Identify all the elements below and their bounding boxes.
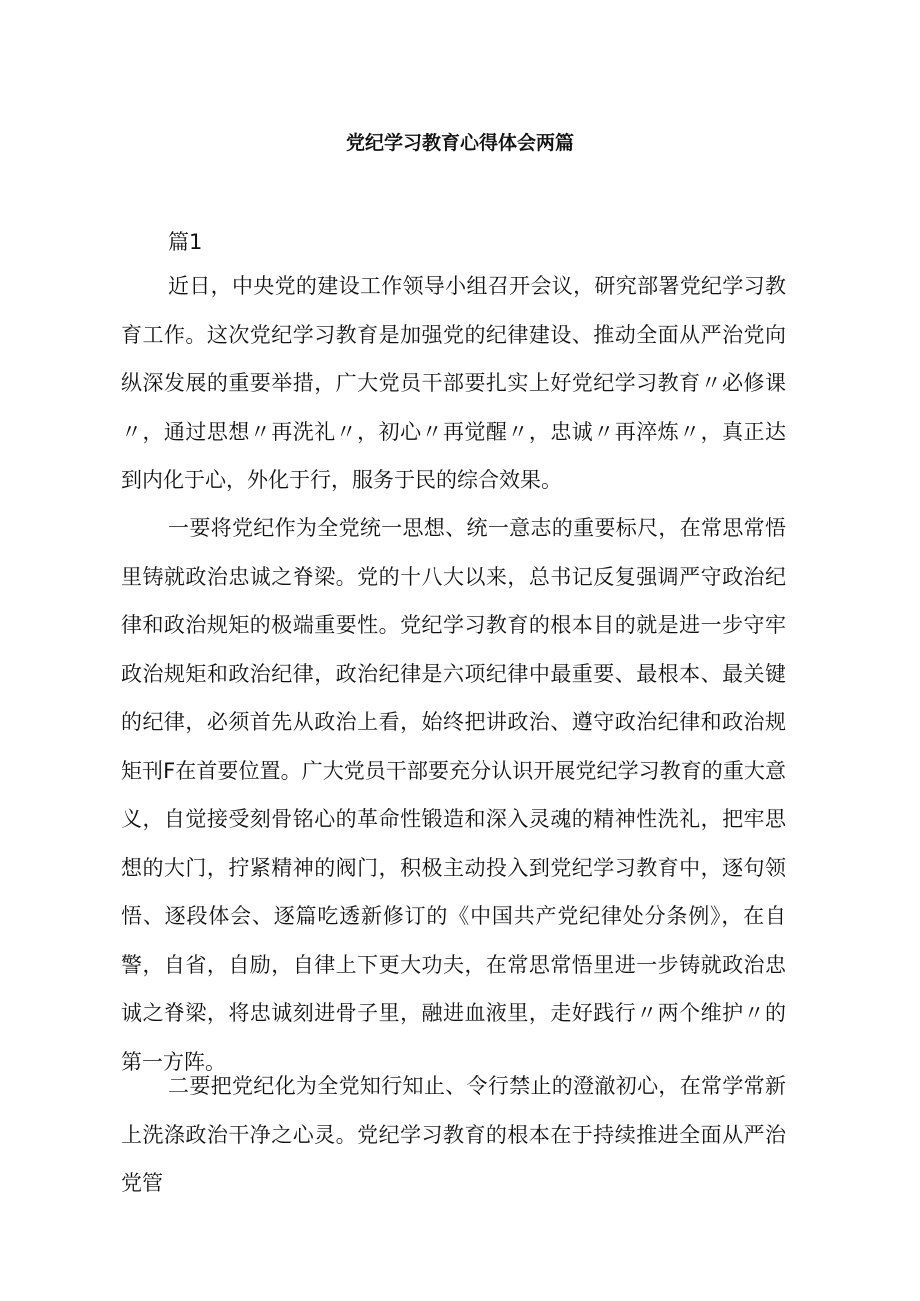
section-heading: 篇1 — [168, 230, 203, 254]
paragraph-point-two: 二要把党纪化为全党知行知止、令行禁止的澄澈初心，在常学常新上洗涤政治干净之心灵。党纪学习教育的根本在于持续推进全面从严治党管 — [121, 1074, 786, 1195]
document-title: 党纪学习教育心得体会两篇 — [345, 132, 574, 154]
paragraph-intro: 近日，中央党的建设工作领导小组召开会议，研究部署党纪学习教育工作。这次党纪学习教育是加强党的纪律建设、推动全面从严治党向纵深发展的重要举措，广大党员干部要扎实上好党纪学习教育〃必修课〃，通过思想〃再洗礼〃，初心〃再觉醒〃，忠诚〃再淬炼〃，真正达到内化于心，外化于行，服务于民的综合效果。 — [121, 274, 786, 492]
paragraph-point-one: 一要将党纪作为全党统一思想、统一意志的重要标尺，在常思常悟里铸就政治忠诚之脊梁。党的十八大以来，总书记反复强调严守政治纪律和政治规矩的极端重要性。党纪学习教育的根本目的就是进一步守牢政治规矩和政治纪律，政治纪律是六项纪律中最重要、最根本、最关键的纪律，必须首先从政治上看，始终把讲政治、遵守政治纪律和政治规矩刊F在首要位置。广大党员干部要充分认识开展党纪学习教育的重大意义，自觉接受刻骨铭心的革命性锻造和深入灵魂的精神性洗礼，把牢思想的大门，拧紧精神的阀门，积极主动投入到党纪学习教育中，逐句领悟、逐段体会、逐篇吃透新修订的《中国共产党纪律处分条例》，在自警，自省，自励，自律上下更大功夫，在常思常悟里进一步铸就政治忠诚之脊梁，将忠诚刻进骨子里，融进血液里，走好践行〃两个维护〃的第一方阵。 — [121, 516, 786, 1074]
